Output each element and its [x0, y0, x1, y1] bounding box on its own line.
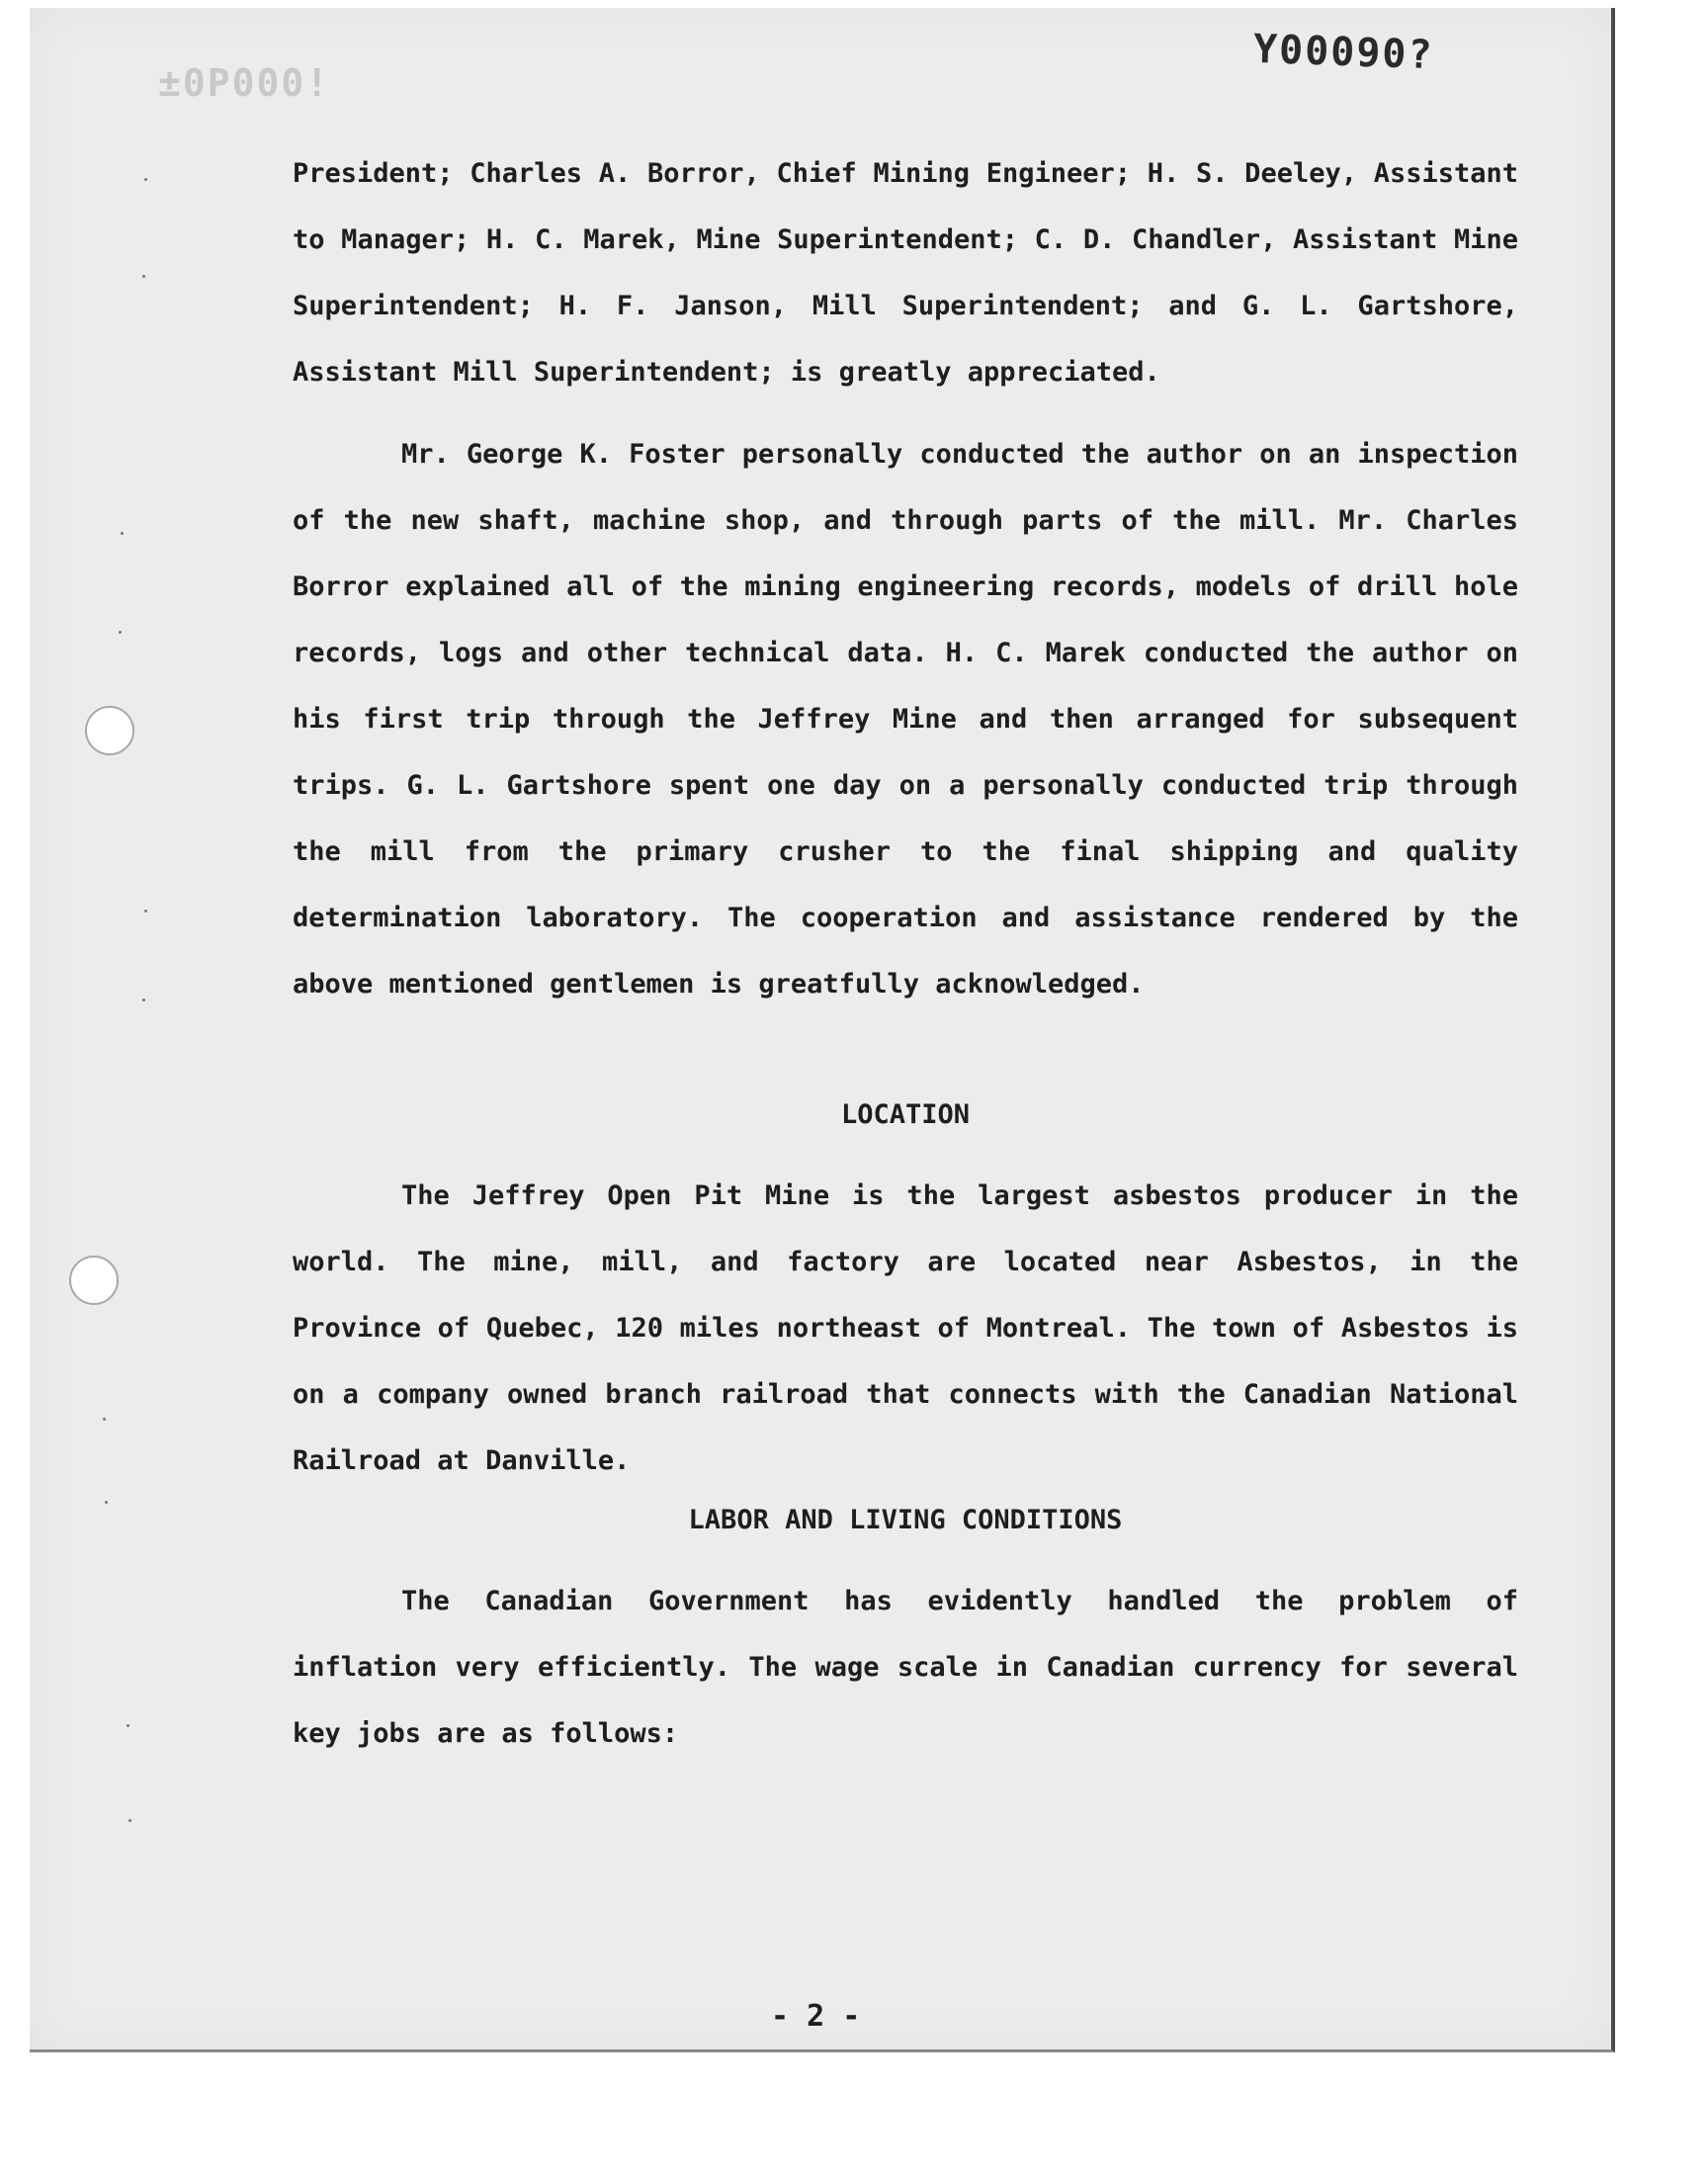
margin-speck [103, 1418, 106, 1421]
margin-speck [142, 999, 145, 1001]
margin-speck [121, 532, 124, 535]
margin-speck [144, 910, 147, 913]
margin-speck [127, 1724, 129, 1727]
paragraph-location: The Jeffrey Open Pit Mine is the largest asbestos producer in the world. The mine, mill, and factory are located near Asbestos, in the Province of Quebec, 120 miles northeast of Montreal. The town of Asbestos is on a company owned branch railroad that connects with the Canadian National Railroad at Danville. [293, 1180, 1518, 1476]
paragraph-acknowledgment-detail: Mr. George K. Foster personally conducted the author on an inspection of the new shaft, machine shop, and through parts of the mill. Mr. Charles Borror explained all of the mining engineering records, models of drill hole records, logs and other technical data. H. C. Marek conducted the author on his first trip through the Jeffrey Mine and then arranged for subsequent trips. G. L. Gartshore spent one day on a personally conducted trip through the mill from the primary crusher to the final shipping and quality determination laboratory. The cooperation and assistance rendered by the above mentioned gentlemen is greatfully acknowledged. [293, 439, 1518, 1000]
punch-hole-upper [85, 706, 134, 755]
faint-document-stamp: ±0P000! [158, 61, 331, 105]
margin-speck [119, 631, 122, 634]
paragraph-acknowledgment-end: President; Charles A. Borror, Chief Mining Engineer; H. S. Deeley, Assistant to Manager; H. C. Marek, Mine Superintendent; C. D. Chandler, Assistant Mine Superintendent; H. F. Janson, Mill Superintendent; and G. L. Gartshore, Assistant Mill Superintendent; is greatly appreciated. [293, 158, 1518, 388]
punch-hole-lower [69, 1256, 119, 1305]
margin-speck [144, 178, 147, 181]
margin-speck [105, 1501, 108, 1504]
margin-speck [142, 275, 145, 278]
section-heading-labor: LABOR AND LIVING CONDITIONS [688, 1505, 1123, 1535]
section-heading-location: LOCATION [840, 1099, 971, 1130]
margin-speck [128, 1819, 131, 1822]
document-id-stamp: Y00090? [1252, 26, 1435, 79]
page-number: - 2 - [771, 1999, 861, 2034]
paragraph-labor: The Canadian Government has evidently handled the problem of inflation very efficiently. The wage scale in Canadian currency for several key jobs are as follows: [293, 1586, 1518, 1749]
